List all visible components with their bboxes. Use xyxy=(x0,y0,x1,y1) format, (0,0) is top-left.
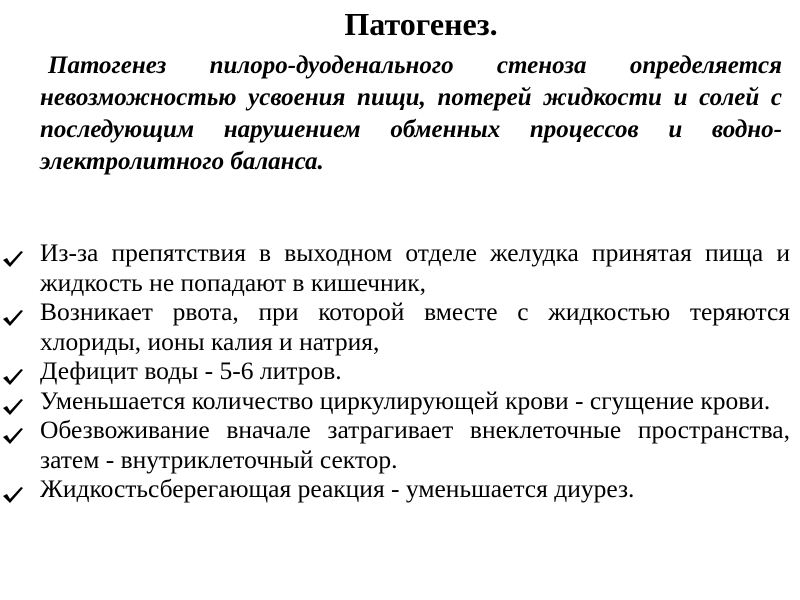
bullet-item xyxy=(0,238,790,297)
bullet-text: Уменьшается количество циркулирующей крови - сгущение крови. xyxy=(40,385,771,415)
bullet-text: Дефицит воды - 5-6 литров. xyxy=(40,356,342,385)
bullet-text: Жидкостьсберегающая реакция - уменьшается диурез. xyxy=(40,474,635,503)
bullet-item xyxy=(0,474,790,504)
checkmark-icon xyxy=(2,309,24,327)
bullet-item xyxy=(0,386,790,416)
bullet-text: Обезвоживание вначале затрагивает внеклеточные пространства, затем - внутриклеточный сектор. xyxy=(40,415,790,474)
bullet-item xyxy=(0,356,790,386)
checkmark-icon xyxy=(2,250,24,268)
bullet-item xyxy=(0,297,790,356)
bullet-list xyxy=(0,238,790,504)
bullet-text: Возникает рвота, при которой вместе с жидкостью теряются хлориды, ионы калия и натрия, xyxy=(40,297,790,356)
bullet-item xyxy=(0,415,790,474)
checkmark-icon xyxy=(2,486,24,504)
slide-title: Патогенез. xyxy=(344,6,498,42)
checkmark-icon xyxy=(2,427,24,445)
checkmark-icon xyxy=(2,398,24,416)
intro-paragraph: Патогенез пилоро-дуоденального стеноза определяется невозможностью усвоения пищи, потерей жидкости и солей с последующим нарушением обменных процессов и водно-электролитного баланса. xyxy=(40,52,782,175)
checkmark-icon xyxy=(2,368,24,386)
bullet-text: Из-за препятствия в выходном отделе желудка принятая пища и жидкость не попадают в кишечник, xyxy=(40,238,790,297)
